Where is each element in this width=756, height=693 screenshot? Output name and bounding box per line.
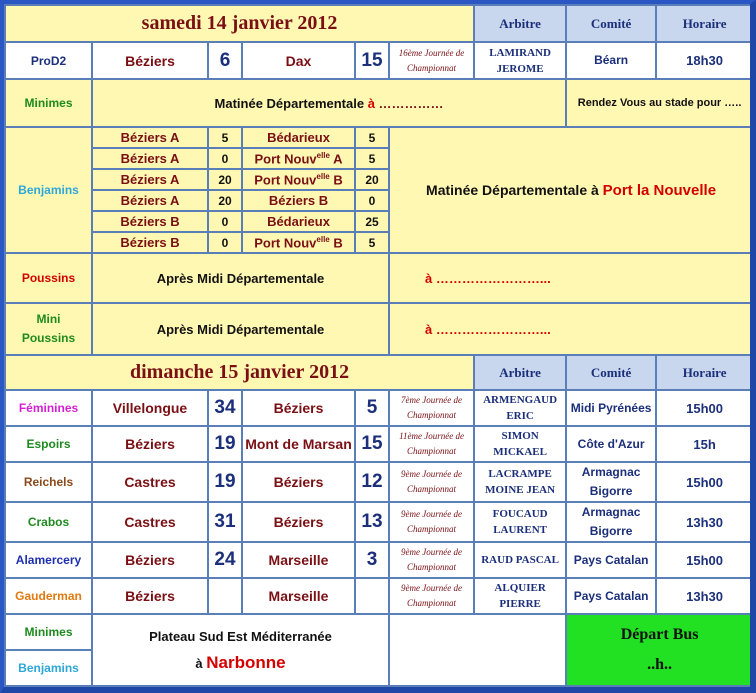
sunday-header-row xyxy=(5,355,753,390)
committee-name: Midi Pyrénées xyxy=(566,390,656,426)
plateau-row xyxy=(5,614,753,650)
away-team: Béziers xyxy=(242,502,355,542)
match-time: 15h00 xyxy=(656,462,753,502)
journee-label: 9ème Journée de Championnat xyxy=(389,502,474,542)
committee-name: Côte d'Azur xyxy=(566,426,656,462)
bench-home-score: 5 xyxy=(208,127,242,148)
bench-away-score: 25 xyxy=(355,211,389,232)
mini-poussins-event: Après Midi Départementale xyxy=(92,303,389,355)
bench-home-score: 0 xyxy=(208,232,242,253)
category-espoirs: Espoirs xyxy=(5,426,92,462)
empty-cell xyxy=(389,614,566,686)
match-row xyxy=(5,578,753,614)
bench-home-score: 0 xyxy=(208,211,242,232)
home-team: Villelongue xyxy=(92,390,208,426)
bench-home-team: Béziers B xyxy=(92,211,208,232)
category-mini-poussins: Mini Poussins xyxy=(5,303,92,355)
home-score: 19 xyxy=(208,426,242,462)
bus-time: ..h.. xyxy=(647,656,673,673)
bench-away-score: 5 xyxy=(355,127,389,148)
event-place: Port la Nouvelle xyxy=(602,181,717,199)
away-score xyxy=(355,578,389,614)
plateau-title: Plateau Sud Est Méditerranée xyxy=(149,628,332,644)
bench-home-team: Béziers A xyxy=(92,148,208,169)
bench-away-team: Port Nouv$^{elle}$ A xyxy=(242,148,355,169)
home-score: 6 xyxy=(208,42,242,79)
bus-departure xyxy=(566,614,753,686)
category-poussins: Poussins xyxy=(5,253,92,303)
journee-label: 16ème Journée de Championnat xyxy=(389,42,474,79)
referee-name: FOUCAUD LAURENT xyxy=(474,502,566,542)
home-score: 19 xyxy=(208,462,242,502)
referee-name: ALQUIER PIERRE xyxy=(474,578,566,614)
home-team: Castres xyxy=(92,462,208,502)
journee-label: 9ème Journée de Championnat xyxy=(389,578,474,614)
poussins-row xyxy=(5,253,753,303)
committee-name: Béarn xyxy=(566,42,656,79)
poussins-place: à ……………………... xyxy=(389,253,753,303)
away-team: Dax xyxy=(242,42,355,79)
away-team: Marseille xyxy=(242,578,355,614)
saturday-title: samedi 14 janvier 2012 xyxy=(5,5,474,42)
minimes-row xyxy=(5,79,753,127)
committee-header: Comité xyxy=(566,5,656,42)
away-team: Mont de Marsan xyxy=(242,426,355,462)
benjamins-row xyxy=(5,127,753,148)
home-team: Béziers xyxy=(92,426,208,462)
away-score: 15 xyxy=(355,42,389,79)
category-benjamins: Benjamins xyxy=(5,650,92,686)
plateau-event xyxy=(92,614,389,686)
benjamins-event xyxy=(389,127,753,253)
minimes-event xyxy=(92,79,566,127)
time-header: Horaire xyxy=(656,355,753,390)
home-score: 24 xyxy=(208,542,242,578)
match-row xyxy=(5,426,753,462)
match-row xyxy=(5,462,753,502)
category-benjamins: Benjamins xyxy=(5,127,92,253)
bench-away-team: Bédarieux xyxy=(242,211,355,232)
rendezvous-note: Rendez Vous au stade pour ….. xyxy=(566,79,753,127)
bus-label: Départ Bus xyxy=(620,626,699,643)
match-time: 15h00 xyxy=(656,390,753,426)
home-team: Castres xyxy=(92,502,208,542)
event-dots: …………… xyxy=(374,95,444,111)
home-score: 34 xyxy=(208,390,242,426)
committee-header: Comité xyxy=(566,355,656,390)
referee-name: SIMON MICKAEL xyxy=(474,426,566,462)
away-team: Marseille xyxy=(242,542,355,578)
away-score: 13 xyxy=(355,502,389,542)
referee-name: ARMENGAUD ERIC xyxy=(474,390,566,426)
home-score xyxy=(208,578,242,614)
category-crabos: Crabos xyxy=(5,502,92,542)
plateau-place: Narbonne xyxy=(206,652,286,672)
home-team: Béziers xyxy=(92,578,208,614)
home-team: Béziers xyxy=(92,542,208,578)
away-team: Béziers xyxy=(242,462,355,502)
sunday-title: dimanche 15 janvier 2012 xyxy=(5,355,474,390)
referee-name: RAUD PASCAL xyxy=(474,542,566,578)
bench-away-score: 20 xyxy=(355,169,389,190)
away-score: 12 xyxy=(355,462,389,502)
bench-home-score: 0 xyxy=(208,148,242,169)
bench-away-team: Bédarieux xyxy=(242,127,355,148)
match-row xyxy=(5,390,753,426)
event-text: Matinée Départementale à xyxy=(426,181,603,198)
referee-header: Arbitre xyxy=(474,355,566,390)
journee-label: 9ème Journée de Championnat xyxy=(389,542,474,578)
category-minimes: Minimes xyxy=(5,79,92,127)
referee-header: Arbitre xyxy=(474,5,566,42)
home-score: 31 xyxy=(208,502,242,542)
journee-label: 11ème Journée de Championnat xyxy=(389,426,474,462)
committee-name: Armagnac Bigorre xyxy=(566,462,656,502)
category-prod2: ProD2 xyxy=(5,42,92,79)
referee-name: LACRAMPE MOINE JEAN xyxy=(474,462,566,502)
away-score: 15 xyxy=(355,426,389,462)
committee-name: Pays Catalan xyxy=(566,578,656,614)
prod2-row xyxy=(5,42,753,79)
match-row xyxy=(5,502,753,542)
poussins-event: Après Midi Départementale xyxy=(92,253,389,303)
bench-home-score: 20 xyxy=(208,169,242,190)
committee-name: Armagnac Bigorre xyxy=(566,502,656,542)
schedule-table xyxy=(4,4,754,687)
category-minimes: Minimes xyxy=(5,614,92,650)
category-reichels: Reichels xyxy=(5,462,92,502)
bench-home-team: Béziers B xyxy=(92,232,208,253)
bench-home-team: Béziers A xyxy=(92,190,208,211)
bench-home-team: Béziers A xyxy=(92,127,208,148)
away-score: 5 xyxy=(355,390,389,426)
journee-label: 7ème Journée de Championnat xyxy=(389,390,474,426)
match-time: 13h30 xyxy=(656,578,753,614)
time-header: Horaire xyxy=(656,5,753,42)
match-time: 13h30 xyxy=(656,502,753,542)
committee-name: Pays Catalan xyxy=(566,542,656,578)
event-text: Matinée Départementale xyxy=(214,95,368,111)
mini-poussins-place: à ……………………... xyxy=(389,303,753,355)
mini-poussins-row xyxy=(5,303,753,355)
plateau-a: à xyxy=(195,655,207,671)
category-feminines: Féminines xyxy=(5,390,92,426)
home-team: Béziers xyxy=(92,42,208,79)
journee-label: 9ème Journée de Championnat xyxy=(389,462,474,502)
away-team: Béziers xyxy=(242,390,355,426)
match-time: 15h00 xyxy=(656,542,753,578)
referee-name: LAMIRAND JEROME xyxy=(474,42,566,79)
away-score: 3 xyxy=(355,542,389,578)
bench-away-score: 5 xyxy=(355,148,389,169)
bench-away-team: Port Nouv$^{elle}$ B xyxy=(242,169,355,190)
category-alamercery: Alamercery xyxy=(5,542,92,578)
category-gauderman: Gauderman xyxy=(5,578,92,614)
bench-home-team: Béziers A xyxy=(92,169,208,190)
saturday-header-row xyxy=(5,5,753,42)
match-time: 18h30 xyxy=(656,42,753,79)
bench-away-team: Béziers B xyxy=(242,190,355,211)
event-a: à xyxy=(367,95,375,111)
match-row xyxy=(5,542,753,578)
bench-away-team: Port Nouv$^{elle}$ B xyxy=(242,232,355,253)
bench-home-score: 20 xyxy=(208,190,242,211)
bench-away-score: 5 xyxy=(355,232,389,253)
match-time: 15h xyxy=(656,426,753,462)
bench-away-score: 0 xyxy=(355,190,389,211)
